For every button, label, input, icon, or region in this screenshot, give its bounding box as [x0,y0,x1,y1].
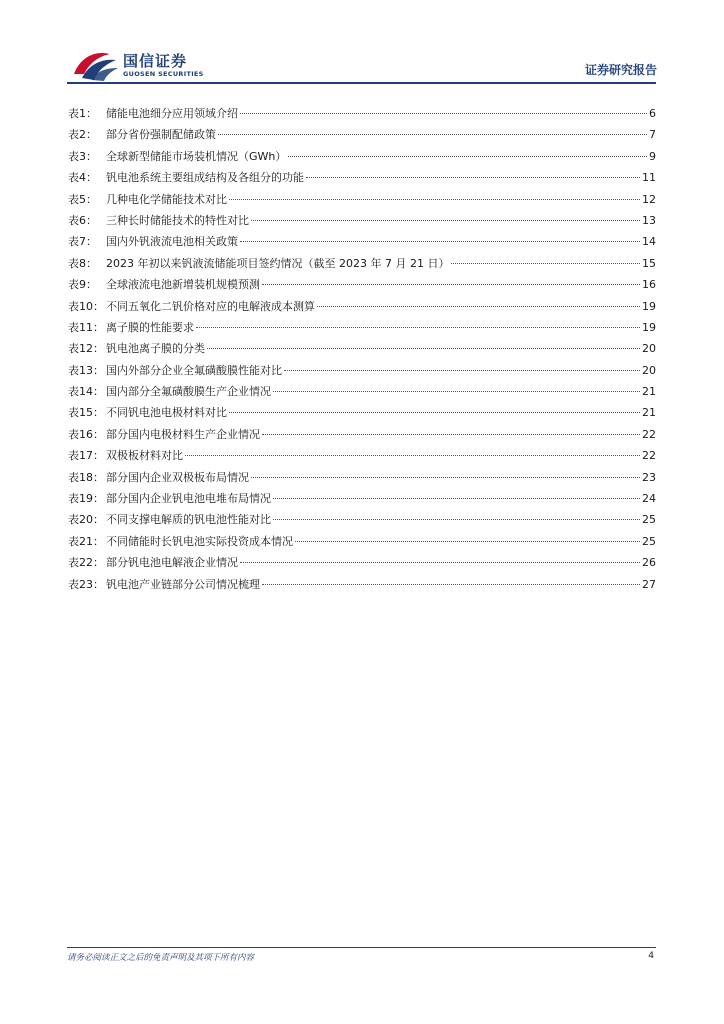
toc-entry-number: 表7： [68,235,97,249]
toc-dot-leader [273,498,640,499]
toc-dot-leader [273,519,640,520]
toc-entry-title[interactable]: 全球新型储能市场装机情况（GWh） [106,149,287,163]
toc-entry[interactable] [68,103,656,124]
toc-entry-title[interactable]: 部分国内企业双极板布局情况 [106,470,249,484]
toc-entry[interactable] [68,253,656,274]
toc-entry-page[interactable]: 13 [642,213,656,227]
toc-dot-leader [451,263,640,264]
toc-entry-title[interactable]: 离子膜的性能要求 [106,320,194,334]
guosen-logo-icon [72,48,120,82]
toc-entry-title[interactable]: 部分国内企业钒电池电堆布局情况 [106,492,271,506]
toc-dot-leader [240,241,640,242]
toc-entry[interactable] [68,402,656,423]
toc-entry[interactable] [68,381,656,402]
toc-entry[interactable] [68,488,656,509]
toc-entry-page[interactable]: 6 [649,107,656,120]
toc-entry-number: 表6： [68,213,97,227]
toc-entry-page[interactable]: 19 [642,320,656,334]
toc-dot-leader [273,391,640,392]
toc-dot-leader [240,113,647,114]
toc-dot-leader [262,434,640,435]
footer-divider [67,947,656,948]
toc-entry-title[interactable]: 三种长时储能技术的特性对比 [106,213,249,227]
toc-entry-page[interactable]: 27 [642,577,656,591]
toc-entry[interactable] [68,531,656,552]
page-number: 4 [648,951,654,961]
header-divider [67,82,656,84]
toc-entry-number: 表20： [68,513,104,527]
toc-entry-number: 表17： [68,449,104,463]
toc-entry[interactable] [68,317,656,338]
toc-dot-leader [306,177,640,178]
toc-dot-leader [229,412,640,413]
toc-entry-page[interactable]: 20 [642,363,656,377]
toc-entry-title[interactable]: 部分国内电极材料生产企业情况 [106,427,260,441]
toc-dot-leader [288,156,647,157]
toc-entry-page[interactable]: 21 [642,406,656,420]
toc-dot-leader [262,284,640,285]
toc-entry-title[interactable]: 国内部分全氟磺酸膜生产企业情况 [106,385,271,399]
toc-entry-number: 表1： [68,107,97,120]
toc-entry-title[interactable]: 全球液流电池新增装机规模预测 [106,278,260,292]
toc-entry-number: 表13： [68,363,104,377]
toc-entry-number: 表4： [68,171,97,185]
toc-entry-page[interactable]: 11 [642,171,656,185]
toc-entry-title[interactable]: 部分省份强制配储政策 [106,128,216,142]
toc-entry-title[interactable]: 不同五氧化二钒价格对应的电解液成本测算 [106,299,315,313]
toc-entry[interactable] [68,552,656,573]
toc-entry-page[interactable]: 7 [649,128,656,142]
toc-entry-page[interactable]: 22 [642,427,656,441]
toc-entry[interactable] [68,445,656,466]
toc-entry-number: 表10： [68,299,104,313]
toc-entry-page[interactable]: 12 [642,192,656,206]
toc-entry[interactable] [68,296,656,317]
toc-entry-title[interactable]: 国内外部分企业全氟磺酸膜性能对比 [106,363,282,377]
toc-entry-number: 表5： [68,192,97,206]
toc-entry-number: 表14： [68,385,104,399]
toc-entry-number: 表8： [68,256,97,270]
toc-dot-leader [317,306,640,307]
toc-entry[interactable] [68,360,656,381]
disclaimer-note: 请务必阅读正文之后的免责声明及其项下所有内容 [67,953,255,963]
toc-dot-leader [284,370,640,371]
toc-entry-number: 表19： [68,492,104,506]
toc-entry[interactable] [68,467,656,488]
toc-entry-page[interactable]: 20 [642,342,656,356]
toc-entry-number: 表23： [68,577,104,591]
toc-entry-number: 表15： [68,406,104,420]
toc-entry-number: 表22： [68,556,104,570]
toc-entry[interactable] [68,338,656,359]
toc-entry-title[interactable]: 钒电池离子膜的分类 [106,342,205,356]
toc-entry-title[interactable]: 双极板材料对比 [106,449,183,463]
toc-dot-leader [207,348,640,349]
toc-entry-page[interactable]: 23 [642,470,656,484]
toc-entry[interactable] [68,509,656,530]
toc-entry-page[interactable]: 15 [642,256,656,270]
toc-entry-title[interactable]: 2023 年初以来钒液流储能项目签约情况（截至 2023 年 7 月 21 日） [106,256,450,270]
toc-entry-title[interactable]: 不同储能时长钒电池实际投资成本情况 [106,534,293,548]
toc-entry-number: 表21： [68,534,104,548]
toc-entry[interactable] [68,274,656,295]
toc-entry-title[interactable]: 钒电池系统主要组成结构及各组分的功能 [106,171,304,185]
toc-entry-page[interactable]: 25 [642,534,656,548]
toc-dot-leader [262,584,640,585]
toc-entry-title[interactable]: 储能电池细分应用领域介绍 [106,107,238,120]
toc-entry[interactable] [68,189,656,210]
toc-entry[interactable] [68,210,656,231]
toc-entry-title[interactable]: 钒电池产业链部分公司情况梳理 [106,577,260,591]
toc-entry-number: 表2： [68,128,97,142]
toc-entry-number: 表3： [68,149,97,163]
toc-entry-page[interactable]: 21 [642,385,656,399]
toc-dot-leader [295,541,640,542]
toc-entry-number: 表9： [68,278,97,292]
toc-entry[interactable] [68,574,656,595]
toc-entry-title[interactable]: 不同支撑电解质的钒电池性能对比 [106,513,271,527]
toc-entry-title[interactable]: 部分钒电池电解液企业情况 [106,556,238,570]
toc-entry[interactable] [68,424,656,445]
logo-chinese-name: 国信证券 [123,52,188,70]
toc-entry-number: 表11： [68,320,104,334]
page-header [0,0,724,90]
toc-dot-leader [240,562,640,563]
toc-dot-leader [251,220,640,221]
toc-entry[interactable] [68,167,656,188]
toc-entry-page[interactable]: 14 [642,235,656,249]
toc-entry-number: 表12： [68,342,104,356]
toc-entry-title[interactable]: 几种电化学储能技术对比 [106,192,227,206]
table-of-figures [68,103,656,595]
toc-dot-leader [185,455,640,456]
toc-entry[interactable] [68,124,656,145]
toc-entry[interactable] [68,146,656,167]
toc-entry-title[interactable]: 不同钒电池电极材料对比 [106,406,227,420]
toc-entry-page[interactable]: 19 [642,299,656,313]
toc-entry-page[interactable]: 25 [642,513,656,527]
toc-entry-number: 表18： [68,470,104,484]
toc-entry-number: 表16： [68,427,104,441]
toc-dot-leader [196,327,640,328]
toc-entry-page[interactable]: 16 [642,278,656,292]
toc-entry-page[interactable]: 9 [649,149,656,163]
toc-entry-page[interactable]: 24 [642,492,656,506]
logo-english-name: GUOSEN SECURITIES [123,70,204,78]
toc-entry[interactable] [68,231,656,252]
toc-dot-leader [218,134,647,135]
toc-dot-leader [251,477,640,478]
company-logo [72,48,202,84]
toc-entry-page[interactable]: 22 [642,449,656,463]
toc-entry-page[interactable]: 26 [642,556,656,570]
toc-dot-leader [229,199,640,200]
report-type-label: 证券研究报告 [584,63,657,77]
toc-entry-title[interactable]: 国内外钒液流电池相关政策 [106,235,238,249]
